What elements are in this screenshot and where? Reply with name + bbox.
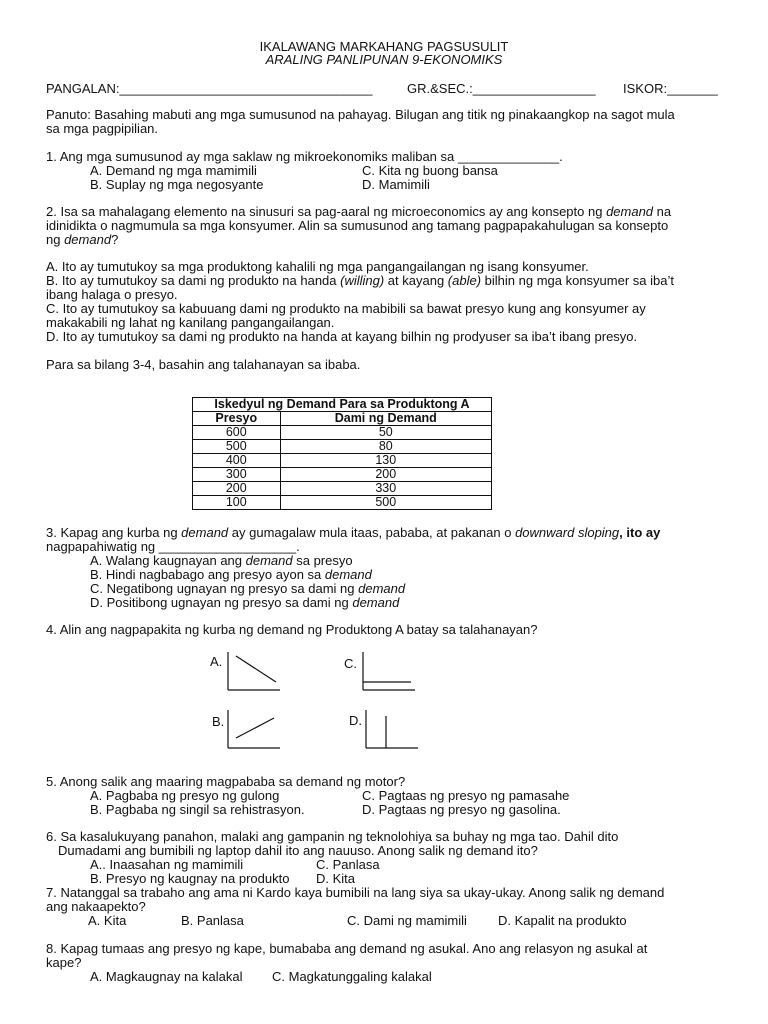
instructions-line-2: sa mga pagpipilian. [46,121,159,136]
table-header-price: Presyo [193,412,281,426]
q3-stem-line-2: nagpapahiwatig ng ___________________. [46,539,300,554]
q7-stem-line-2: ang nakaapekto? [46,899,146,914]
q7-choice-b[interactable]: B. Panlasa [181,913,244,928]
q3-stem-line-1: 3. Kapag ang kurba ng demand ay gumagalaw mula itaas, pababa, at pakanan o downward sloping, ito ay [46,525,661,540]
q8-choice-c[interactable]: C. Magkatunggaling kalakal [272,969,432,984]
q4-graph-c[interactable] [361,650,417,692]
table-row [193,454,492,468]
table-row [193,426,492,440]
q1-choice-c[interactable]: C. Kita ng buong bansa [362,163,498,178]
table-cell: 130 [280,454,491,468]
q5-choice-d[interactable]: D. Pagtaas ng presyo ng gasolina. [362,802,561,817]
table-cell: 50 [280,426,491,440]
q4-label-a: A. [210,654,223,669]
q1-choice-b[interactable]: B. Suplay ng mga negosyante [90,177,264,192]
q8-stem-line-2: kape? [46,955,82,970]
q7-stem-line-1: 7. Natanggal sa trabaho ang ama ni Kardo kaya bumibili na lang siya sa ukay-ukay. Anong salik ng demand [46,885,665,900]
q2-stem-line-1: 2. Isa sa mahalagang elemento na sinusuri sa pag-aaral ng microeconomics ay ang konsepto ng demand na [46,204,672,219]
q1-choice-a[interactable]: A. Demand ng mga mamimili [90,163,257,178]
q6-stem-line-1: 6. Sa kasalukuyang panahon, malaki ang gampanin ng teknolohiya sa buhay ng mga tao. Dahil dito [46,829,619,844]
table-cell: 100 [193,496,281,510]
section-field[interactable]: GR.&SEC.:_________________ [407,81,596,96]
exam-subtitle: ARALING PANLIPUNAN 9-EKONOMIKS [265,52,503,67]
q8-choice-a[interactable]: A. Magkaugnay na kalakal [90,969,243,984]
demand-schedule-table [192,397,492,510]
table-cell: 200 [280,468,491,482]
table-row [193,440,492,454]
exam-title: IKALAWANG MARKAHANG PAGSUSULIT [259,39,509,54]
table-row [193,468,492,482]
q2-choice-a[interactable]: A. Ito ay tumutukoy sa mga produktong kahalili ng mga pangangailangan ng isang konsyumer. [46,259,589,274]
q6-choice-a[interactable]: A.. Inaasahan ng mamimili [90,857,244,872]
q2-choice-b[interactable]: B. Ito ay tumutukoy sa dami ng produkto na handa (willing) at kayang (able) bilhin ng mga konsyumer sa iba’t [46,273,674,288]
name-field[interactable]: PANGALAN:___________________________________ [46,81,373,96]
q2-choice-c[interactable]: C. Ito ay tumutukoy sa kabuuang dami ng produkto na mabibili sa bawat presyo kung ang konsyumer ay [46,301,646,316]
q4-stem: 4. Alin ang nagpapakita ng kurba ng demand ng Produktong A batay sa talahanayan? [46,622,538,637]
q3-choice-c[interactable]: C. Negatibong ugnayan ng presyo sa dami ng demand [90,581,406,596]
q6-choice-b[interactable]: B. Presyo ng kaugnay na produkto [90,871,290,886]
table-cell: 300 [193,468,281,482]
table-cell: 80 [280,440,491,454]
table-cell: 330 [280,482,491,496]
q2-stem-line-3: ng demand? [46,232,119,247]
table-header-quantity: Dami ng Demand [280,412,491,426]
instructions-line-1: Panuto: Basahing mabuti ang mga sumusunod na pahayag. Bilugan ang titik ng pinakaangkop na sagot mula [46,107,675,122]
q1-stem: 1. Ang mga sumusunod ay mga saklaw ng mikroekonomiks maliban sa ______________. [46,149,563,164]
q1-choice-d[interactable]: D. Mamimili [362,177,430,192]
q4-graph-d[interactable] [364,708,420,750]
q2-choice-b-cont: ibang halaga o presyo. [46,287,178,302]
q6-stem-line-2: Dumadami ang bumibili ng laptop dahil ito ang nauuso. Anong salik ng demand ito? [58,843,538,858]
q7-choice-c[interactable]: C. Dami ng mamimili [347,913,467,928]
score-field[interactable]: ISKOR:_______ [623,81,718,96]
table-cell: 500 [193,440,281,454]
q4-label-b: B. [212,714,225,729]
q4-graph-a[interactable] [226,650,282,692]
q4-graph-b[interactable] [226,708,282,750]
q6-choice-c[interactable]: C. Panlasa [316,857,380,872]
q2-choice-c-cont: makakabili ng lahat ng kanilang pangangailangan. [46,315,335,330]
q6-choice-d[interactable]: D. Kita [316,871,356,886]
q5-choice-c[interactable]: C. Pagtaas ng presyo ng pamasahe [362,788,570,803]
q4-label-c: C. [344,656,357,671]
table-cell: 600 [193,426,281,440]
table-row [193,496,492,510]
downward-curve [236,656,276,682]
q2-stem-line-2: idinidikta o nagmumula sa mga konsyumer. Alin sa sumusunod ang tamang pagpapakahulugan sa konsepto [46,218,669,233]
q2-choice-d[interactable]: D. Ito ay tumutukoy sa dami ng produkto na handa at kayang bilhin ng prodyuser sa iba’t ibang presyo. [46,329,638,344]
q7-choice-d[interactable]: D. Kapalit na produkto [498,913,627,928]
q5-stem: 5. Anong salik ang maaring magpababa sa demand ng motor? [46,774,406,789]
q3-choice-d[interactable]: D. Positibong ugnayan ng presyo sa dami ng demand [90,595,400,610]
q4-label-d: D. [349,713,362,728]
q5-choice-b[interactable]: B. Pagbaba ng singil sa rehistrasyon. [90,802,305,817]
table-cell: 500 [280,496,491,510]
table-cell: 400 [193,454,281,468]
q8-stem-line-1: 8. Kapag tumaas ang presyo ng kape, bumababa ang demand ng asukal. Ano ang relasyon ng asukal at [46,941,648,956]
q5-choice-a[interactable]: A. Pagbaba ng presyo ng gulong [90,788,280,803]
table-row [193,482,492,496]
table-cell: 200 [193,482,281,496]
q7-choice-a[interactable]: A. Kita [88,913,127,928]
q3-choice-a[interactable]: A. Walang kaugnayan ang demand sa presyo [90,553,353,568]
table-title: Iskedyul ng Demand Para sa Produktong A [193,398,492,412]
upward-curve [236,718,274,738]
q3-choice-b[interactable]: B. Hindi nagbabago ang presyo ayon sa demand [90,567,372,582]
table-intro: Para sa bilang 3-4, basahin ang talahanayan sa ibaba. [46,357,361,372]
